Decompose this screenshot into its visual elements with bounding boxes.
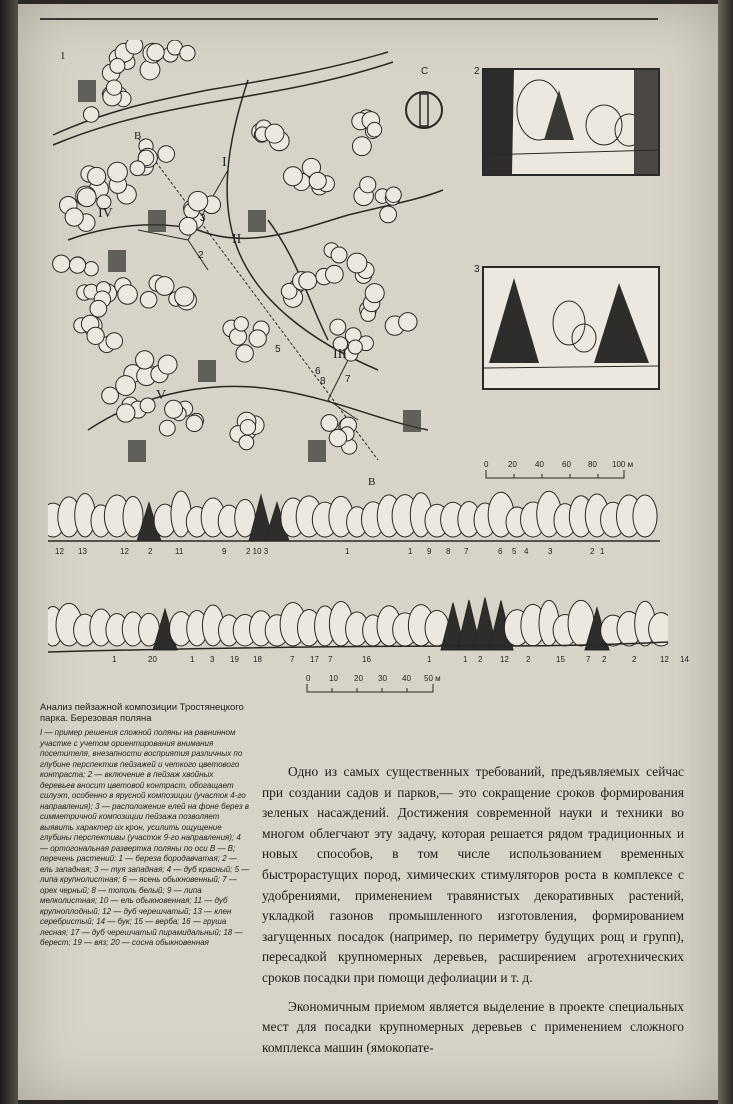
profile-plant-number: 1 <box>408 547 413 556</box>
plan-roman-label: III <box>333 347 347 362</box>
tree-crown <box>165 400 183 418</box>
tree-crown <box>116 376 136 396</box>
tree-crown <box>102 387 119 404</box>
tree-crown <box>87 327 104 344</box>
compass-icon <box>403 72 445 132</box>
body-text <box>262 762 684 1066</box>
scale-tick: 40 <box>402 674 411 683</box>
profile-plant-number: 7 <box>328 655 333 664</box>
tree-crown <box>326 265 344 283</box>
tree-crown <box>88 167 106 185</box>
tree-crown <box>158 146 175 163</box>
scale-tick: 60 <box>562 460 571 469</box>
tree-crown <box>234 317 248 331</box>
profile-plant-number: 7 <box>464 547 469 556</box>
conifer-group <box>128 440 146 462</box>
tree-crown <box>155 277 174 296</box>
conifer-group <box>148 210 166 232</box>
profile-plant-number: 4 <box>524 547 529 556</box>
view-number: 6 <box>315 366 321 377</box>
compass-label: С <box>421 66 429 77</box>
tree-crown <box>380 206 397 223</box>
scale-tick: 0 <box>484 460 489 469</box>
paragraph: Одно из самых существенных требований, предъявляемых сейчас при создании садов и парков,— это сокращение сроков формирования зеленых насаждений. Достижения современной науки и техники во многом облегчают эту задачу, которая решается рядом традиционных и новых способов, в том числе использованием временных быстрорастущих пород, химических стимуляторов роста в комплексе с удобрениями, применением травянистых декоративных растений, укладкой газонов промышленного изготовления, формированием загущенных посадок (например, по периметру будущих рощ и групп), пересадкой крупномерных деревьев, расширением агротехнических сроков посадки при помощи дефолиации и т. д. <box>262 764 684 985</box>
perspective-view-2 <box>482 68 660 176</box>
profile-plant-number: 12 <box>55 547 64 556</box>
tree-crown <box>365 284 384 303</box>
profile-plant-number: 14 <box>680 655 689 664</box>
tree-crown <box>117 404 135 422</box>
conifer-group <box>403 410 421 432</box>
caption-title: Анализ пейзажной композиции Тростянецкого парка. Березовая поляна <box>40 702 244 724</box>
profile-plant-number: 2 <box>148 547 153 556</box>
view-number: 5 <box>275 344 281 355</box>
scale-tick: 0 <box>306 674 311 683</box>
profile-plant-number: 12 <box>500 655 509 664</box>
scale-tick: 80 <box>588 460 597 469</box>
profile-plant-number: 3 <box>210 655 215 664</box>
conifer-group <box>108 250 126 272</box>
tree-crown <box>249 330 266 347</box>
scale-tick: 20 <box>354 674 363 683</box>
view-number: 7 <box>345 374 351 385</box>
tree-crown <box>240 420 255 435</box>
scale-tick: 50 м <box>424 674 441 683</box>
profile-plant-number: 7 <box>290 655 295 664</box>
plan-roman-label: I <box>222 155 227 170</box>
tree-crown <box>331 247 347 263</box>
conifer-group <box>78 80 96 102</box>
tree-crown <box>158 355 177 374</box>
figure-caption <box>40 702 250 949</box>
tree-crown <box>329 429 346 446</box>
axis-label-b: В <box>368 476 376 488</box>
tree-crown <box>106 333 123 350</box>
conifer-group <box>308 440 326 462</box>
view-number: 3 <box>200 213 206 224</box>
tree-crown <box>399 313 418 332</box>
tree-crown <box>53 255 70 272</box>
profile-plant-number: 2 <box>632 655 637 664</box>
tree-crown <box>352 137 371 156</box>
profile-plant-number: 8 <box>446 547 451 556</box>
plan-roman-label: V <box>156 388 167 403</box>
profile-plant-number: 11 <box>175 547 184 556</box>
tree-crown <box>140 291 157 308</box>
profile-plant-number: 2 <box>526 655 531 664</box>
conifer-group <box>198 360 216 382</box>
profile-plant-number: 5 <box>512 547 517 556</box>
panel-number: 2 <box>474 66 480 77</box>
page-edge <box>718 0 733 1104</box>
tree-crown <box>309 172 326 189</box>
axis-label-b: В <box>134 130 142 142</box>
profile-plant-number: 2 <box>478 655 483 664</box>
tree-crown <box>360 177 376 193</box>
profile-plant-number: 9 <box>222 547 227 556</box>
tree-crown <box>348 340 362 354</box>
profile-plant-number: 19 <box>230 655 239 664</box>
profile-plant-number: 1 <box>600 547 605 556</box>
tree-crown <box>147 44 164 61</box>
profile-plant-number: 15 <box>556 655 565 664</box>
profile-plant-number: 12 <box>120 547 129 556</box>
tree-crown <box>130 161 145 176</box>
tree-crown <box>239 435 254 450</box>
park-plan-figure <box>48 40 448 490</box>
tree-crown <box>180 45 195 60</box>
tree-crown <box>188 191 208 211</box>
tree-crown <box>175 287 194 306</box>
tree-crown <box>283 167 302 186</box>
view-number: 2 <box>198 250 204 261</box>
profile-plant-number: 9 <box>427 547 432 556</box>
tree-crown <box>299 272 317 290</box>
profile-plant-number: 1 <box>112 655 117 664</box>
profile-plant-number: 12 <box>660 655 669 664</box>
tree-crown <box>159 420 175 436</box>
tree-crown <box>186 415 202 431</box>
perspective-drawing <box>484 70 658 174</box>
tree-crown <box>330 319 346 335</box>
profile-plant-number: 2 <box>590 547 595 556</box>
scale-tick: 40 <box>535 460 544 469</box>
tree-crown <box>367 122 382 137</box>
profile-plant-number: 3 <box>548 547 553 556</box>
tree-crown <box>106 80 121 95</box>
tree-crown <box>108 162 128 182</box>
plan-roman-label: II <box>232 232 242 247</box>
profile-plant-number: 1 <box>463 655 468 664</box>
tree-crown <box>84 262 98 276</box>
conifer-group <box>248 210 266 232</box>
caption-body: I — пример решения сложной поляны на равнинном участке с учетом ориентирования внимания посетителя, внезапности восприятия различных по глубине перспектив пейзажей и четкого цветового контраста; 2 — включение в пейзаж хвойных деревьев вносит цветовой контраст, обогащает силуэт, особенно в ярусной композиции (участок 4-го направления); 3 — расположение елей на фоне берез в симметричной композиции пейзажа позволяет выявить характер их крон, усилить ощущение глубины перспективы (участок 9-го направления); 4 — ортогональная развертка поляны по оси В — В; перечень растений: 1 — береза бородавчатая; 2 — ель западная; 3 — туя западная; 4 — дуб красный; 5 — липа крупнолистная; 6 — ясень обыкновенный; 7 — орех черный; 8 — тополь белый; 9 — липа мелколистная; 10 — ель обыкновенная; 11 — дуб крупноплодный; 12 — дуб черешчатый; 13 — клен серебристый; 14 — бук; 15 — верба; 16 — груша лесная; 17 — дуб черешчатый пирамидальный; 18 — берест; 19 — вяз; 20 — сосна обыкновенная <box>40 728 250 947</box>
perspective-drawing <box>484 268 658 388</box>
tree-crown <box>179 217 197 235</box>
deciduous-crown <box>633 495 657 537</box>
profile-plant-number: 18 <box>253 655 262 664</box>
elevation-profile-1 <box>48 485 660 547</box>
tree-crown <box>69 257 85 273</box>
profile-plant-number: 16 <box>362 655 371 664</box>
tree-crown <box>347 253 367 273</box>
profile-plant-number: 6 <box>498 547 503 556</box>
tree-crown <box>118 285 138 305</box>
tree-crown <box>77 188 96 207</box>
scale-tick: 10 <box>329 674 338 683</box>
tree-crown <box>386 187 401 202</box>
elevation-profile-2 <box>48 588 668 658</box>
tree-crown <box>236 345 253 362</box>
profile-plant-number: 2 <box>602 655 607 664</box>
book-spine <box>0 0 18 1104</box>
tree-crown <box>136 351 154 369</box>
tree-crown <box>110 58 125 73</box>
profile-plant-number: 1 <box>427 655 432 664</box>
view-number: 8 <box>320 376 326 387</box>
profile-plant-number: 1 <box>345 547 350 556</box>
profile-plant-number: 20 <box>148 655 157 664</box>
scale-tick: 30 <box>378 674 387 683</box>
header-rule <box>40 18 658 20</box>
perspective-view-3 <box>482 266 660 390</box>
profile-plant-number: 2 10 3 <box>246 547 269 556</box>
profile-plant-number: 13 <box>78 547 87 556</box>
tree-crown <box>83 107 98 122</box>
tree-crown <box>90 300 107 317</box>
plan-label-figure-1: 1 <box>60 50 66 62</box>
profile-plant-number: 1 <box>190 655 195 664</box>
scale-bar-50m <box>305 682 445 694</box>
plan-roman-label: IV <box>98 206 113 221</box>
panel-number: 3 <box>474 264 480 275</box>
scale-tick: 20 <box>508 460 517 469</box>
profile-plant-number: 17 <box>310 655 319 664</box>
profile-plant-number: 7 <box>586 655 591 664</box>
tree-crown <box>265 124 284 143</box>
tree-crown <box>140 398 155 413</box>
tree-crown <box>321 415 338 432</box>
tree-crown <box>65 208 83 226</box>
paragraph: Экономичным приемом является выделение в проекте специальных мест для посадки крупномерных деревьев с применением сложного комплекса машин (ямокопате- <box>262 998 684 1055</box>
tree-crown <box>126 40 143 54</box>
scale-bar-100m <box>484 468 634 480</box>
scale-tick: 100 м <box>612 460 634 469</box>
